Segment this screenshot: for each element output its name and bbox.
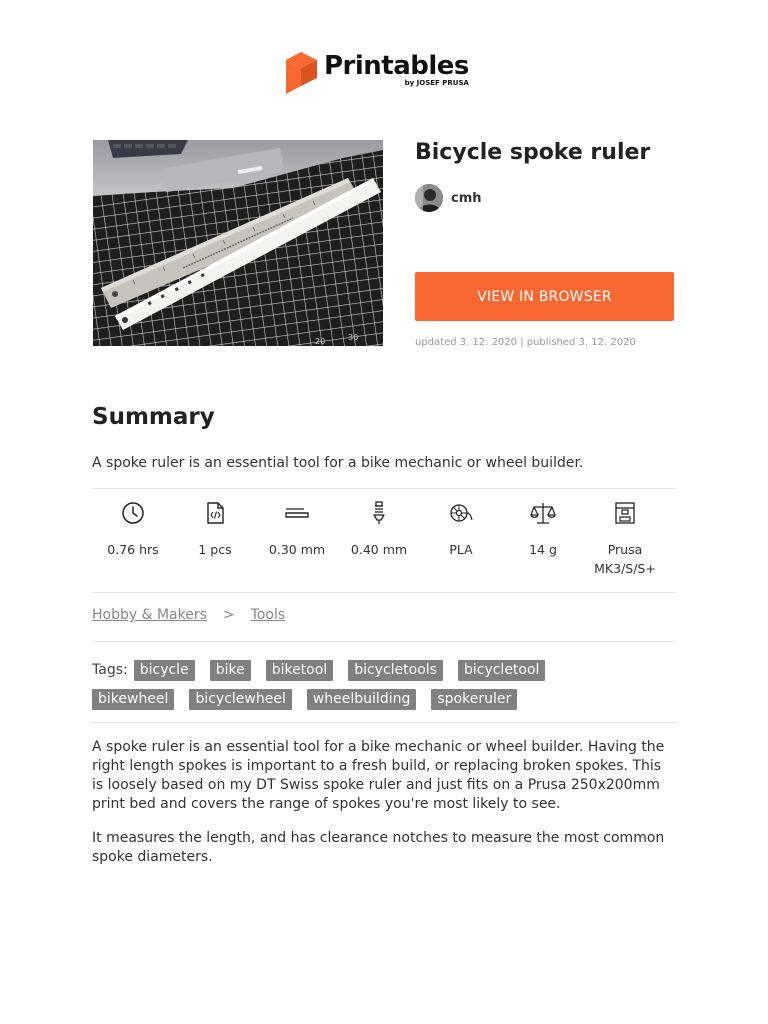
tag[interactable]: spokeruler bbox=[431, 689, 517, 710]
divider bbox=[92, 488, 676, 489]
scale-icon bbox=[530, 500, 556, 526]
svg-text:20: 20 bbox=[315, 337, 326, 346]
printables-logo-mark-icon bbox=[286, 52, 317, 94]
publish-dates: updated 3. 12. 2020 | published 3. 12. 2020 bbox=[415, 337, 636, 348]
description-paragraph: It measures the length, and has clearance notches to measure the most common spoke diameters. bbox=[92, 830, 665, 865]
summary-heading: Summary bbox=[92, 404, 215, 430]
tags-label: Tags: bbox=[92, 662, 128, 678]
spec-value: PLA bbox=[449, 542, 473, 557]
model-title: Bicycle spoke ruler bbox=[415, 140, 651, 165]
layer-height-icon bbox=[284, 500, 310, 526]
summary-text: A spoke ruler is an essential tool for a bike mechanic or wheel builder. bbox=[92, 455, 584, 471]
spec-value: 1 pcs bbox=[198, 542, 232, 557]
spec-value: 14 g bbox=[529, 542, 557, 557]
svg-text:30: 30 bbox=[348, 333, 359, 342]
divider bbox=[92, 592, 676, 593]
spec-value: 0.30 mm bbox=[268, 542, 326, 557]
spec-value: 0.40 mm bbox=[350, 542, 408, 557]
nozzle-icon bbox=[366, 500, 392, 526]
tag[interactable]: bicycle bbox=[134, 660, 195, 681]
breadcrumb-category-link[interactable]: Hobby & Makers bbox=[92, 607, 207, 623]
author-name[interactable]: cmh bbox=[451, 190, 482, 206]
print-parameters bbox=[92, 500, 676, 578]
author-avatar-icon bbox=[415, 184, 443, 212]
spec-value: Prusa MK3/S/S+ bbox=[594, 542, 656, 576]
tags bbox=[92, 656, 676, 714]
tag[interactable]: bicycletool bbox=[458, 660, 545, 681]
tag[interactable]: wheelbuilding bbox=[307, 689, 417, 710]
breadcrumb-subcategory-link[interactable]: Tools bbox=[250, 607, 286, 623]
spec-value: 0.76 hrs bbox=[107, 542, 159, 557]
author[interactable] bbox=[415, 184, 482, 212]
spec-weight bbox=[502, 500, 584, 578]
divider bbox=[92, 641, 676, 642]
tag[interactable]: bike bbox=[210, 660, 251, 681]
printables-logo[interactable] bbox=[286, 52, 469, 94]
spec-printer bbox=[584, 500, 666, 578]
brand-name: Printables bbox=[324, 51, 469, 81]
spec-nozzle bbox=[338, 500, 420, 578]
description bbox=[92, 738, 676, 882]
breadcrumb-separator: > bbox=[222, 607, 235, 623]
clock-icon bbox=[120, 500, 146, 526]
spec-file-count bbox=[174, 500, 256, 578]
filament-spool-icon bbox=[448, 500, 474, 526]
view-in-browser-button[interactable]: VIEW IN BROWSER bbox=[415, 272, 674, 321]
model-image[interactable] bbox=[93, 140, 383, 346]
divider bbox=[92, 722, 676, 723]
avatar[interactable] bbox=[415, 184, 443, 212]
file-code-icon bbox=[202, 500, 228, 526]
spec-layer-height bbox=[256, 500, 338, 578]
tag[interactable]: bicyclewheel bbox=[189, 689, 291, 710]
description-paragraph: A spoke ruler is an essential tool for a bike mechanic or wheel builder. Having the right length spokes is important to a fresh build, or replacing broken spokes. This is loosely based on my DT Swiss spoke ruler and just fits on a Prusa 250x200mm print bed and covers the range of spokes you're most likely to see. bbox=[92, 739, 665, 812]
spec-material bbox=[420, 500, 502, 578]
model-photo bbox=[93, 140, 383, 346]
brand-subtitle: by JOSEF PRUSA bbox=[404, 79, 469, 87]
printer-icon bbox=[612, 500, 638, 526]
tag[interactable]: bikewheel bbox=[92, 689, 174, 710]
tag[interactable]: bicycletools bbox=[348, 660, 443, 681]
spec-print-time bbox=[92, 500, 174, 578]
breadcrumb bbox=[92, 607, 285, 623]
tag[interactable]: biketool bbox=[266, 660, 334, 681]
